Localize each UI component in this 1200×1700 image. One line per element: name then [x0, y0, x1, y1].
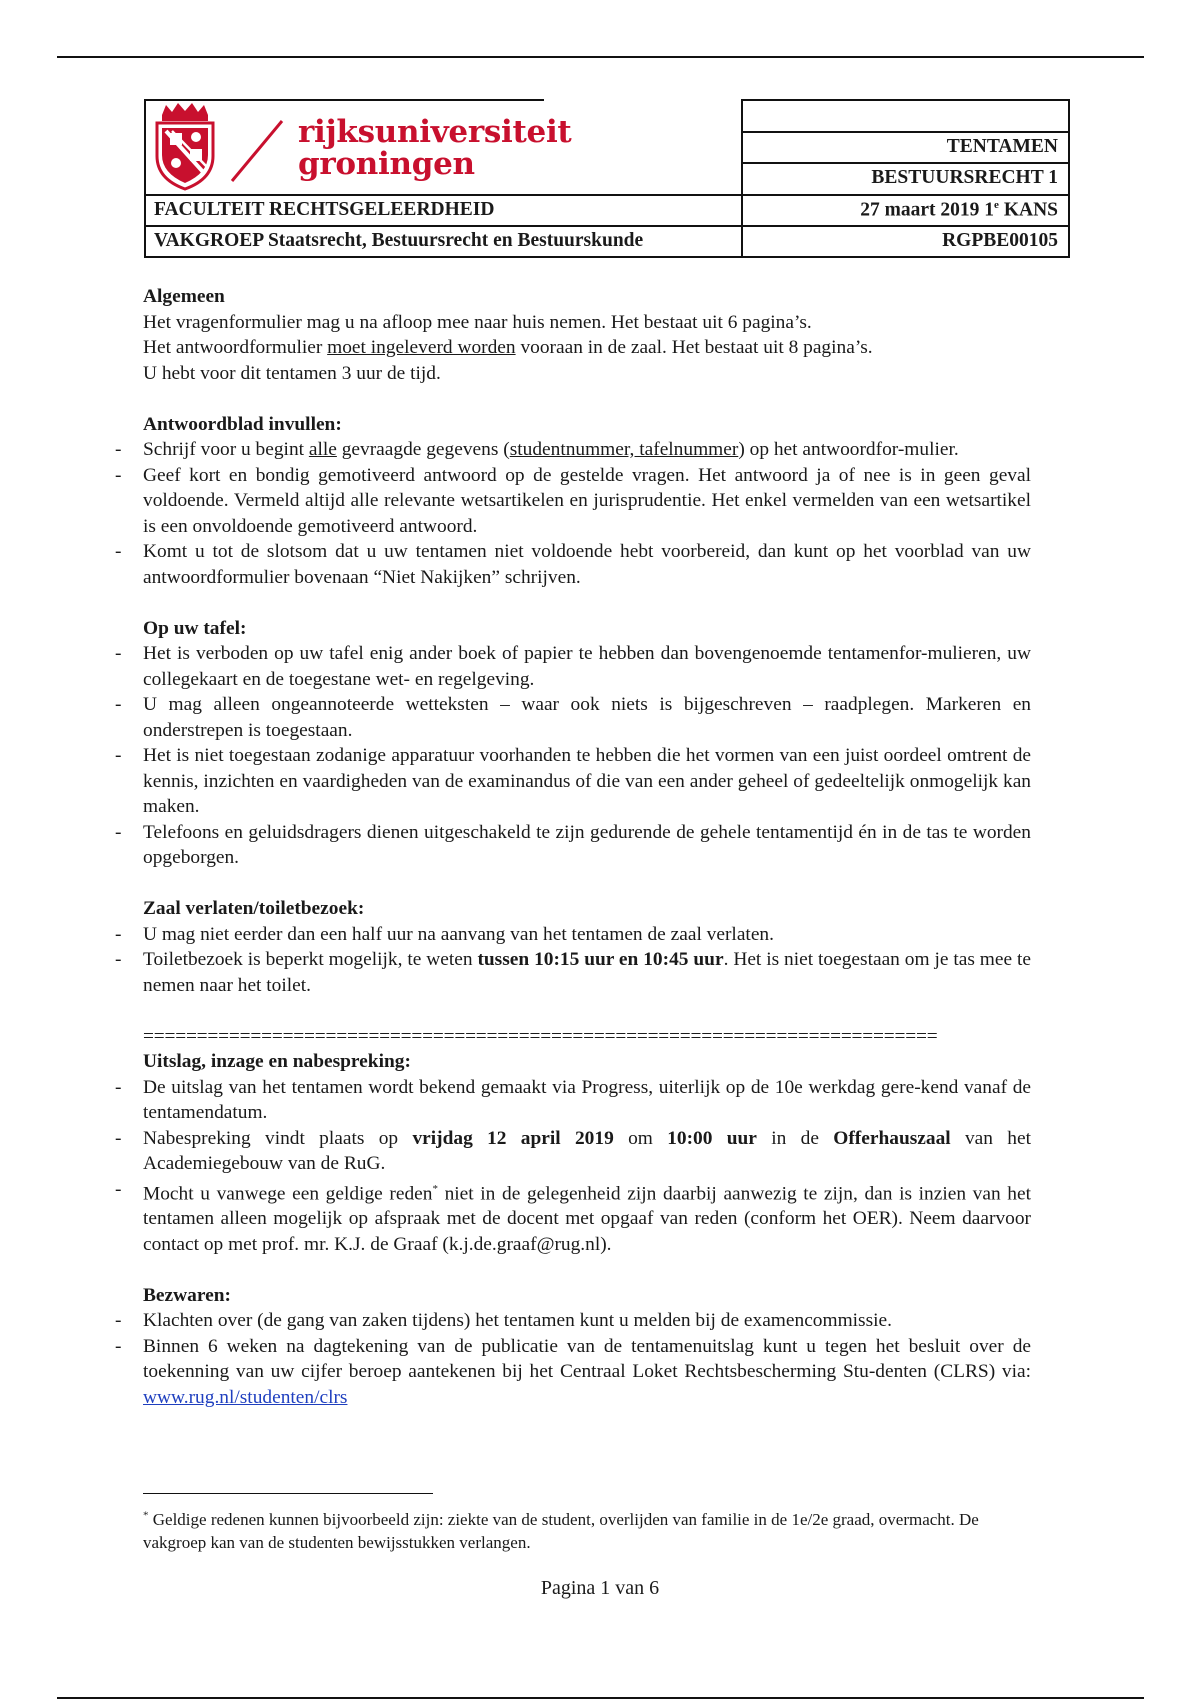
list-item: - Het is verboden op uw tafel enig ander boek of papier te hebben dan bovengenoemde tentamenfor-mulieren, uw collegekaart en de toegestane wet- en regelgeving.: [115, 643, 1031, 690]
text-span: Geef kort en bondig gemotiveerd antwoord op de gestelde vragen. Het antwoord ja of nee is in geen geval voldoende. Vermeld altijd alle relevante wetsartikelen en jurisprudentie. Het enkel vermelden van een wetsartikel is een onvoldoende gemotiveerd antwoord.: [143, 464, 1031, 537]
text-span: in de: [756, 1127, 834, 1149]
text-span: Telefoons en geluidsdragers dienen uitgeschakeld te zijn gedurende de gehele tentamentijd én in de tas te worden opgeborgen.: [143, 821, 1031, 868]
text-span: om: [613, 1127, 668, 1149]
bottom-rule: [57, 1697, 1144, 1699]
algemeen-line: Het vragenformulier mag u na afloop mee naar huis nemen. Het bestaat uit 6 pagina’s.: [143, 311, 812, 333]
clrs-link[interactable]: www.rug.nl/studenten/clrs: [143, 1386, 348, 1408]
text-span: gevraagde gegevens (: [336, 439, 510, 460]
bold-text: tussen 10:15 uur en 10:45 uur: [477, 949, 724, 970]
text-span: niet in de gelegenheid zijn daarbij aanwezig te zijn, dan is inzien van het tentamen alleen mogelijk op afspraak met de docent met opgaaf van reden (conform het OER). Neem daarvoor contact op met prof. mr. K.J. de Graaf (k.j.de.graaf@rug.nl).: [143, 1182, 1031, 1255]
list-item: - U mag alleen ongeannoteerde wetteksten – waar ook niets is bijgeschreven – raadplegen. Markeren en onderstrepen is toegestaan.: [115, 694, 1031, 741]
top-rule: [57, 56, 1144, 58]
text-span: Het is niet toegestaan zodanige apparatuur voorhanden te hebben die het vormen van een juist oordeel omtrent de kennis, inzichten en vaardigheden van de examinandus of die van een ander geheel of gedeeltelijk onmogelijk kan maken.: [143, 745, 1031, 817]
text-span: Toiletbezoek is beperkt mogelijk, te weten: [143, 949, 478, 970]
header-line: [742, 162, 1070, 164]
text-span: van het Academiegebouw van de RuG.: [143, 1127, 1031, 1174]
section-heading-bezwaren: Bezwaren:: [143, 1284, 231, 1306]
exam-date-main: 27 maart 2019 1: [860, 199, 995, 221]
underlined-text: studentnummer, tafelnummer: [509, 439, 739, 460]
footnote-reference[interactable]: *: [432, 1182, 438, 1195]
university-crest-icon: [152, 101, 218, 191]
list-item: - Komt u tot de slotsom dat u uw tentamen niet voldoende hebt voorbereid, dan kunt op het voorblad van uw antwoordformulier bovenaan “Niet Nakijken” schrijven.: [115, 541, 1031, 588]
underlined-text: moet ingeleverd worden: [327, 337, 516, 358]
exam-date-suffix: KANS: [998, 199, 1058, 221]
text-span: Binnen 6 weken na dagtekening van de publicatie van de tentamenuitslag kunt u tegen het besluit over de toekenning van uw cijfer beroep aantekenen bij het Centraal Loket Rechtsbescherming Stu-denten (CLRS) via:: [143, 1335, 1031, 1383]
text-span: Schrijf voor u begint: [143, 439, 309, 460]
text-span: Nabespreking vindt plaats op: [143, 1127, 413, 1149]
list-item: - Het is niet toegestaan zodanige apparatuur voorhanden te hebben die het vormen van een juist oordeel omtrent de kennis, inzichten en vaardigheden van de examinandus of die van een ander geheel of gedeeltelijk onmogelijk kan maken.: [115, 745, 1031, 817]
exam-date-sup: e: [994, 199, 999, 211]
faculty-label: FACULTEIT RECHTSGELEERDHEID: [154, 199, 495, 220]
list-item: - Geef kort en bondig gemotiveerd antwoord op de gestelde vragen. Het antwoord ja of nee is in geen geval voldoende. Vermeld altijd alle relevante wetsartikelen en jurisprudentie. Het enkel vermelden van een wetsartikel is een onvoldoende gemotiveerd antwoord.: [115, 464, 1031, 537]
logo-line1: rijksuniversiteit: [298, 114, 572, 150]
text-span: Klachten over (de gang van zaken tijdens) het tentamen kunt u melden bij de examencommissie.: [143, 1310, 892, 1332]
course-label: BESTUURSRECHT 1: [871, 167, 1058, 188]
section-heading-antwoordblad: Antwoordblad invullen:: [143, 413, 342, 435]
university-logo: [144, 99, 742, 194]
section-heading-zaal: Zaal verlaten/toiletbezoek:: [143, 898, 365, 919]
section-heading-algemeen: Algemeen: [143, 286, 225, 307]
bold-text: 10:00 uur: [667, 1127, 757, 1149]
text-span: U mag niet eerder dan een half uur na aanvang van het tentamen de zaal verlaten.: [143, 923, 774, 945]
underlined-text: alle: [308, 439, 337, 460]
algemeen-line: U hebt voor dit tentamen 3 uur de tijd.: [143, 362, 441, 384]
list-item: - Klachten over (de gang van zaken tijdens) het tentamen kunt u melden bij de examencommissie.: [115, 1310, 892, 1332]
list-item: - De uitslag van het tentamen wordt bekend gemaakt via Progress, uiterlijk op de 10e werkdag gere-kend vanaf de tentamendatum.: [115, 1076, 1031, 1123]
text-span: Het antwoordformulier: [143, 337, 328, 358]
exam-label: TENTAMEN: [946, 136, 1058, 157]
text-span: Het is verboden op uw tafel enig ander boek of papier te hebben dan bovengenoemde tentamenfor-mulieren, uw collegekaart en de toegestane wet- en regelgeving.: [143, 643, 1031, 690]
list-item: - Binnen 6 weken na dagtekening van de publicatie van de tentamenuitslag kunt u tegen het besluit over de toekenning van uw cijfer beroep aantekenen bij het Centraal Loket Rechtsbescherming Stu-denten (CLRS) via: www.rug.nl/studenten/clrs: [115, 1335, 1031, 1408]
list-item: - U mag niet eerder dan een half uur na aanvang van het tentamen de zaal verlaten.: [115, 923, 774, 945]
list-item: - Mocht u vanwege een geldige reden* niet in de gelegenheid zijn daarbij aanwezig te zijn, dan is inzien van het tentamen alleen mogelijk op afspraak met de docent met opgaaf van reden (conform het OER). Neem daarvoor contact op met prof. mr. K.J. de Graaf (k.j.de.graaf@rug.nl).: [115, 1178, 1031, 1255]
instructions: [115, 284, 1031, 1410]
algemeen-line: [143, 335, 1031, 361]
exam-date: [860, 200, 1058, 220]
text-span: vooraan in de zaal. Het bestaat uit 8 pagina’s.: [515, 337, 873, 358]
exam-header: [144, 99, 1070, 257]
logo-slash-icon: [228, 119, 288, 183]
separator-line: ==========================================================================: [143, 1025, 938, 1047]
header-line: [144, 194, 1070, 196]
text-span: . Het is niet toegestaan om je tas mee te nemen naar het toilet.: [143, 949, 1031, 996]
footnote: [143, 1508, 1023, 1554]
logo-wordmark: [298, 116, 571, 180]
text-span: Mocht u vanwege een geldige reden: [143, 1182, 433, 1204]
text-span: ) op het antwoordfor-mulier.: [738, 439, 959, 460]
header-line: [742, 131, 1070, 133]
footnote-mark: *: [143, 1509, 149, 1522]
section-heading-tafel: Op uw tafel:: [143, 617, 247, 639]
list-item: - Telefoons en geluidsdragers dienen uitgeschakeld te zijn gedurende de gehele tentamentijd én in de tas te worden opgeborgen.: [115, 821, 1031, 868]
footnote-rule: [143, 1493, 433, 1494]
list-item: - Toiletbezoek is beperkt mogelijk, te weten tussen 10:15 uur en 10:45 uur. Het is niet toegestaan om je tas mee te nemen naar het toilet.: [115, 949, 1031, 996]
course-code: RGPBE00105: [942, 230, 1058, 251]
page-number: Pagina 1 van 6: [540, 1577, 660, 1599]
department-label: VAKGROEP Staatsrecht, Bestuursrecht en Bestuurskunde: [154, 230, 644, 251]
logo-line2: groningen: [298, 146, 475, 182]
text-span: U mag alleen ongeannoteerde wetteksten – waar ook niets is bijgeschreven – raadplegen. Markeren en onderstrepen is toegestaan.: [143, 694, 1031, 741]
bold-text: Offerhauszaal: [833, 1127, 951, 1149]
footnote-text: Geldige redenen kunnen bijvoorbeeld zijn: ziekte van de student, overlijden van familie in de 1e/2e graad, overmacht. De vakgroep kan van de studenten bewijsstukken verlangen.: [143, 1510, 979, 1552]
text-span: Komt u tot de slotsom dat u uw tentamen niet voldoende hebt voorbereid, dan kunt op het voorblad van uw antwoordformulier bovenaan “Niet Nakijken” schrijven.: [143, 541, 1031, 588]
list-item: - Nabespreking vindt plaats op vrijdag 12 april 2019 om 10:00 uur in de Offerhauszaal van het Academiegebouw van de RuG.: [115, 1127, 1031, 1174]
text-span: De uitslag van het tentamen wordt bekend gemaakt via Progress, uiterlijk op de 10e werkdag gere-kend vanaf de tentamendatum.: [143, 1076, 1031, 1123]
header-line: [742, 99, 1070, 101]
bold-text: vrijdag 12 april 2019: [412, 1127, 614, 1149]
list-item: - Schrijf voor u begint alle gevraagde gegevens (studentnummer, tafelnummer) op het antwoordfor-mulier.: [115, 439, 959, 460]
header-line: [144, 225, 1070, 227]
header-line: [1068, 99, 1070, 258]
section-heading-uitslag: Uitslag, inzage en nabespreking:: [143, 1051, 411, 1072]
header-line: [144, 256, 1070, 258]
